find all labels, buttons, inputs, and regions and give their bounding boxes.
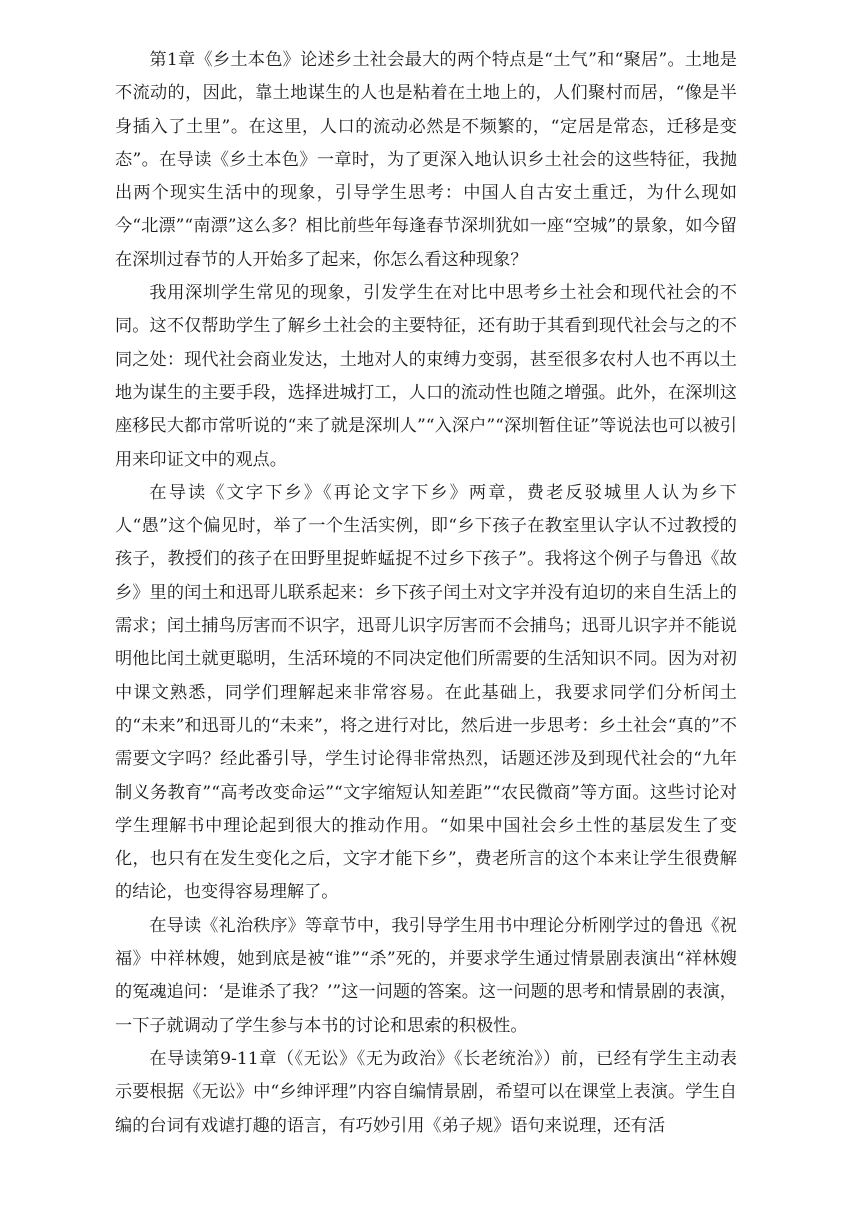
paragraph-2: 我用深圳学生常见的现象，引发学生在对比中思考乡土社会和现代社会的不同。这不仅帮助学生了解乡土社会的主要特征，还有助于其看到现代社会与之的不同之处：现代社会商业发达，土地对人的束缚力变弱，甚至很多农村人也不再以土地为谋生的主要手段，选择进城打工，人口的流动性也随之增强。此外，在深圳这座移民大都市常听说的“来了就是深圳人”“入深户”“深圳暂住证”等说法也可以被引用来印证文中的观点。 (115, 283, 737, 470)
paragraph-1: 第1章《乡土本色》论述乡土社会最大的两个特点是“土气”和“聚居”。土地是不流动的，因此，靠土地谋生的人也是粘着在土地上的，人们聚村而居，“像是半身插入了土里”。在这里，人口的流动必然是不频繁的，“定居是常态，迁移是变态”。在导读《乡土本色》一章时，为了更深入地认识乡土社会的这些特征，我抛出两个现实生活中的现象，引导学生思考：中国人自古安土重迁，为什么现如今“北漂”“南漂”这么多？相比前些年每逢春节深圳犹如一座“空城”的景象，如今留在深圳过春节的人开始多了起来，你怎么看这种现象？ (115, 50, 737, 270)
paragraph-5: 在导读第9-11章（《无讼》《无为政治》《长老统治》）前，已经有学生主动表示要根据《无讼》中“乡绅评理”内容自编情景剧，希望可以在课堂上表演。学生自编的台词有戏谑打趣的语言，有巧妙引用《弟子规》语句来说理，还有活 (115, 1048, 737, 1136)
paragraph-3: 在导读《文字下乡》《再论文字下乡》两章，费老反驳城里人认为乡下人“愚”这个偏见时，举了一个生活实例，即“乡下孩子在教室里认字认不过教授的孩子，教授们的孩子在田野里捉蚱蜢捉不过乡下孩子”。我将这个例子与鲁迅《故乡》里的闰土和迅哥儿联系起来：乡下孩子闰土对文字并没有迫切的来自生活上的需求；闰土捕鸟厉害而不识字，迅哥儿识字厉害而不会捕鸟；迅哥儿识字并不能说明他比闰土就更聪明，生活环境的不同决定他们所需要的生活知识不同。因为对初中课文熟悉，同学们理解起来非常容易。在此基础上，我要求同学们分析闰土的“未来”和迅哥儿的“未来”，将之进行对比，然后进一步思考：乡土社会“真的”不需要文字吗？经此番引导，学生讨论得非常热烈，话题还涉及到现代社会的“九年制义务教育”“高考改变命运”“文字缩短认知差距”“农民微商”等方面。这些讨论对学生理解书中理论起到很大的推动作用。“如果中国社会乡土性的基层发生了变化，也只有在发生变化之后，文字才能下乡”，费老所言的这个本来让学生很费解的结论，也变得容易理解了。 (115, 482, 737, 903)
document-body (115, 44, 737, 1143)
paragraph-4: 在导读《礼治秩序》等章节中，我引导学生用书中理论分析刚学过的鲁迅《祝福》中祥林嫂，她到底是被“谁”“杀”死的，并要求学生通过情景剧表演出“祥林嫂的冤魂追问：‘是谁杀了我？’”这一问题的答案。这一问题的思考和情景剧的表演，一下子就调动了学生参与本书的讨论和思索的积极性。 (115, 915, 737, 1036)
